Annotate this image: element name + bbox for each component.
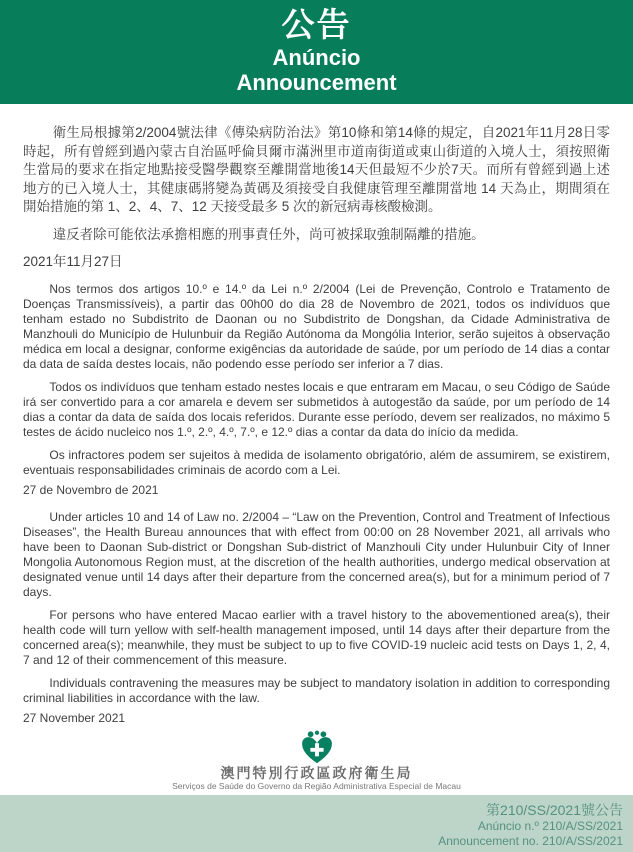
portuguese-paragraph-1: Nos termos dos artigos 10.º e 14.º da Lei n.º 2/2004 (Lei de Prevenção, Controlo e Tratamento de Doenças Transmissíveis), a partir das 00h00 do dia 28 de Novembro de 2021, todos os indivíduos que tenham estado no Subdistrito de Daonan ou no Subdistrito de Dongshan, da Cidade Administrativa de Manzhouli do Município de Hulunbuir da Região Autónoma da Mongólia Interior, serão sujeitos à observação médica em local a designar, conforme exigências da autoridade de saúde, por um período de 14 dias a contar da data de saída destes locais, não podendo esse período ser inferior a 7 dias. — [23, 281, 610, 371]
english-paragraph-1: Under articles 10 and 14 of Law no. 2/2004 – “Law on the Prevention, Control and Treatment of Infectious Diseases”, the Health Bureau announces that with effect from 00:00 on 28 November 2021, all arrivals who have been to Daonan Sub-district or Dongshan Sub-district of Manzhouli City under Hulunbuir City of Inner Mongolia Autonomous Region must, at the discretion of the health authorities, undergo medical observation at designated venue until 14 days after their departure from the concerned area(s), but for a minimum period of 7 days. — [23, 509, 610, 599]
footer-reference-bar — [0, 795, 633, 852]
date-english: 27 November 2021 — [23, 710, 126, 725]
chinese-paragraph-2: 違反者除可能依法承擔相應的刑事責任外，尚可被採取強制隔離的措施。 — [52, 226, 485, 242]
announcement-number-pt: Anúncio n.º 210/A/SS/2021 — [477, 819, 623, 833]
date-chinese: 2021年11月27日 — [23, 254, 123, 269]
portuguese-paragraph-2: Todos os indivíduos que tenham estado nestes locais e que entraram em Macau, o seu Código de Saúde irá ser convertido para a cor amarela e devem ser submetidos à autogestão da saúde, por um período de 14 dias a contar da data de saída dos locais referidos. Durante esse período, devem ser realizados, no máximo 5 testes de ácido nucleico nos 1.º, 2.º, 4.º, 7.º, e 12.º dias a contar da data do início da medida. — [23, 379, 610, 439]
english-paragraph-2: For persons who have entered Macao earlier with a travel history to the abovementioned area(s), their health code will turn yellow with self-health management imposed, until 14 days after their departure from the concerned area(s); meanwhile, they must be subject to up to five COVID-19 nucleic acid tests on Days 1, 2, 4, 7 and 12 of their commencement of this measure. — [23, 607, 610, 667]
date-portuguese: 27 de Novembro de 2021 — [23, 482, 159, 497]
agency-block — [0, 730, 633, 795]
header-banner — [0, 0, 633, 104]
portuguese-paragraph-3: Os infractores podem ser sujeitos à medida de isolamento obrigatório, além de assumirem, se existirem, eventuais responsabilidades criminais de acordo com a Lei. — [23, 447, 610, 477]
document-body — [0, 104, 633, 730]
page-title-zh: 公告 — [281, 6, 352, 43]
english-paragraph-3: Individuals contravening the measures may be subject to mandatory isolation in addition to corresponding criminal liabilities in accordance with the law. — [23, 675, 610, 705]
agency-name-pt: Serviços de Saúde do Governo da Região Administrativa Especial de Macau — [172, 781, 461, 791]
chinese-paragraph-1: 衛生局根據第2/2004號法律《傳染病防治法》第10條和第14條的規定，自2021年11月28日零時起，所有曾經到過內蒙古自治區呼倫貝爾市滿洲里市道南街道或東山街道的入境人士，須按照衛生當局的要求在指定地點接受醫學觀察至離開當地後14天但最短不少於7天。而所有曾經到過上述地方的已入境人士，其健康碼將變為黃碼及須接受自我健康管理至離開當地 14 天為止，期間須在開始措施的第 1、2、4、7、12 天接受最多 5 次的新冠病毒核酸檢測。 — [23, 125, 610, 214]
announcement-number-en: Announcement no. 210/A/SS/2021 — [438, 834, 623, 848]
page-title-pt: Anúncio — [272, 45, 361, 70]
health-bureau-heart-cross-icon — [298, 730, 336, 764]
page-title-en: Announcement — [236, 70, 397, 95]
agency-name-zh: 澳門特別行政區政府衛生局 — [220, 765, 413, 781]
announcement-number-zh: 第210/SS/2021號公告 — [486, 802, 623, 818]
